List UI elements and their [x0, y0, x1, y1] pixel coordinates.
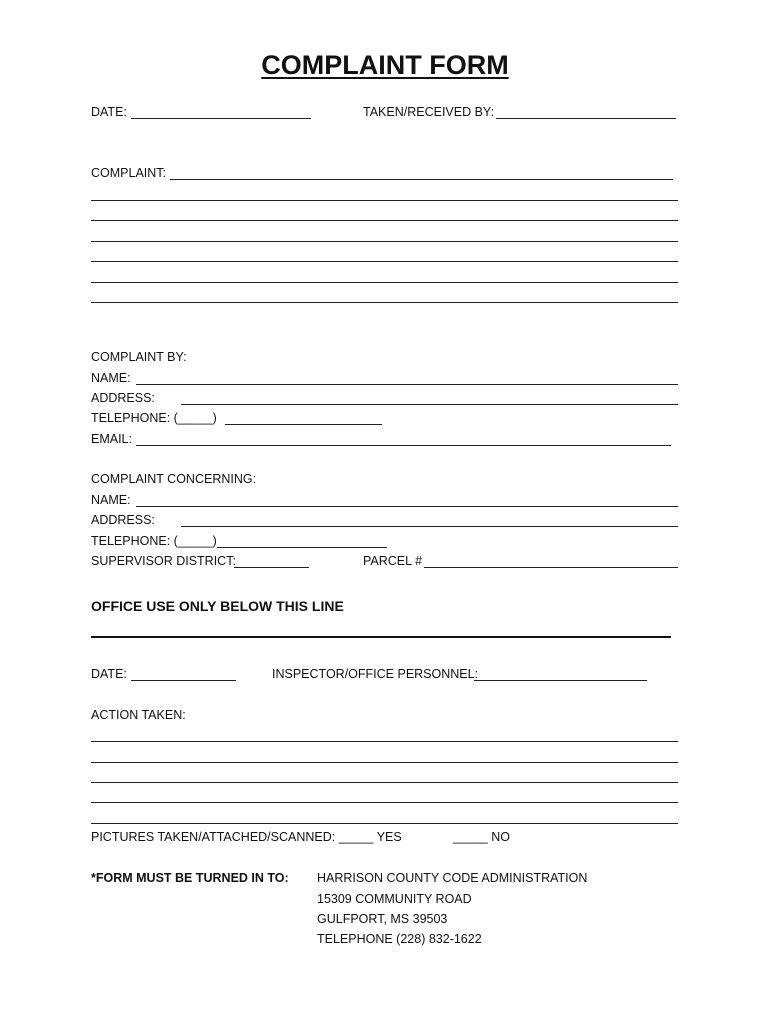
turn-in-address-line-3: GULFPORT, MS 39503 [317, 912, 448, 926]
turn-in-address-line-1: HARRISON COUNTY CODE ADMINISTRATION [317, 871, 588, 885]
complainant-name-label: NAME: [91, 371, 131, 385]
date-field[interactable] [131, 118, 311, 119]
action-taken-line-3[interactable] [91, 782, 678, 783]
concerning-telephone-field[interactable] [217, 547, 387, 548]
office-date-field[interactable] [131, 680, 236, 681]
supervisor-district-label: SUPERVISOR DISTRICT: [91, 554, 236, 568]
action-taken-line-1[interactable] [91, 741, 678, 742]
action-taken-line-2[interactable] [91, 762, 678, 763]
inspector-label: INSPECTOR/OFFICE PERSONNEL: [272, 667, 479, 681]
action-taken-line-5[interactable] [91, 823, 678, 824]
complainant-email-label: EMAIL: [91, 432, 132, 446]
supervisor-district-field[interactable] [234, 567, 309, 568]
complainant-telephone-label: TELEPHONE: (_____) [91, 411, 217, 425]
page-title-container [0, 50, 770, 81]
complaint-concerning-heading: COMPLAINT CONCERNING: [91, 472, 257, 486]
parcel-field[interactable] [424, 567, 678, 568]
concerning-telephone-label: TELEPHONE: (_____) [91, 534, 217, 548]
concerning-address-label: ADDRESS: [91, 513, 155, 527]
complaint-field-line-7[interactable] [91, 302, 678, 303]
turn-in-label: *FORM MUST BE TURNED IN TO: [91, 871, 289, 885]
concerning-name-field[interactable] [136, 506, 678, 507]
office-date-label: DATE: [91, 667, 127, 681]
turn-in-address-line-2: 15309 COMMUNITY ROAD [317, 892, 472, 906]
complaint-field-line-4[interactable] [91, 241, 678, 242]
complaint-label: COMPLAINT: [91, 166, 167, 180]
complaint-field-line-1[interactable] [170, 179, 673, 180]
office-use-divider [91, 636, 671, 638]
complainant-address-field[interactable] [181, 404, 678, 405]
complaint-field-line-3[interactable] [91, 220, 678, 221]
inspector-field[interactable] [474, 680, 647, 681]
taken-received-by-field[interactable] [496, 118, 676, 119]
complainant-name-field[interactable] [136, 384, 678, 385]
complaint-field-line-2[interactable] [91, 200, 678, 201]
complaint-field-line-5[interactable] [91, 261, 678, 262]
concerning-name-label: NAME: [91, 493, 131, 507]
complaint-by-heading: COMPLAINT BY: [91, 350, 187, 364]
pictures-yes-label[interactable]: PICTURES TAKEN/ATTACHED/SCANNED: _____ YES [91, 830, 402, 844]
pictures-no-label[interactable]: _____ NO [453, 830, 510, 844]
action-taken-label: ACTION TAKEN: [91, 708, 186, 722]
parcel-label: PARCEL # [363, 554, 423, 568]
complainant-address-label: ADDRESS: [91, 391, 155, 405]
action-taken-line-4[interactable] [91, 802, 678, 803]
taken-received-by-label: TAKEN/RECEIVED BY: [363, 105, 495, 119]
office-use-heading: OFFICE USE ONLY BELOW THIS LINE [91, 598, 344, 614]
complainant-email-field[interactable] [136, 445, 671, 446]
complainant-telephone-field[interactable] [225, 424, 382, 425]
date-label: DATE: [91, 105, 127, 119]
complaint-field-line-6[interactable] [91, 282, 678, 283]
turn-in-address-line-4: TELEPHONE (228) 832-1622 [317, 932, 482, 946]
page-title: COMPLAINT FORM [261, 50, 509, 80]
concerning-address-field[interactable] [181, 526, 678, 527]
